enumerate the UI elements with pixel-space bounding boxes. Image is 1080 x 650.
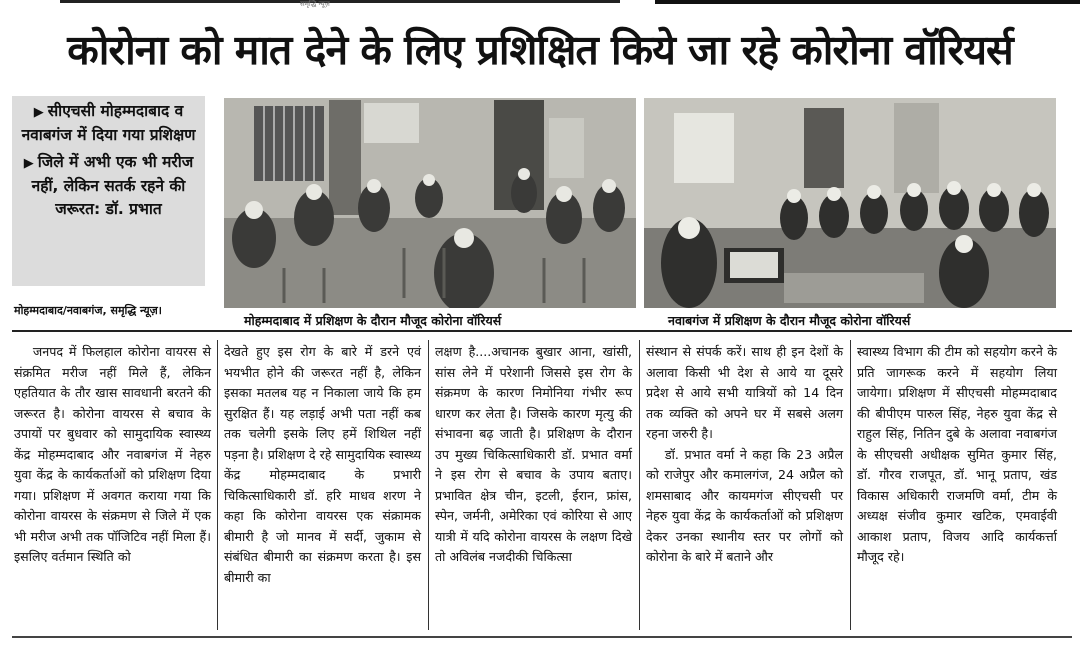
article-paragraph: जनपद में फिलहाल कोरोना वायरस से संक्रमित मरीज नहीं मिले हैं, लेकिन एहतियात के तौर खास सावधानी बरतने की जरूरत है। कोरोना वायरस से बचाव के उपायों पर बुधवार को सामुदायिक स्वास्थ्य केंद्र मोहम्मदाबाद और नवाबगंज में नेहरु युवा केंद्र के कार्यकर्ताओं को प्रशिक्षण दिया गया। प्रशिक्षण में अवगत कराया गया कि कोरोना वायरस के संक्रमण से जिले में एक भी मरीज अभी तक पॉजिटिव नहीं मिला हैं। इसलिए वर्तमान स्थिति को (14, 344, 211, 564)
column-rule (217, 340, 218, 630)
column-rule (639, 340, 640, 630)
highlight-text: जिले में अभी एक भी मरीज नहीं, लेकिन सतर्क रहने की जरूरत: डॉ. प्रभात (31, 153, 194, 218)
section-divider (12, 330, 1072, 332)
article-paragraph: डॉ. प्रभात वर्मा ने कहा कि 23 अप्रैल को राजेपुर और कमालगंज, 24 अप्रैल को शमसाबाद और कायमगंज सीएचसी पर नेहरु युवा केंद्र के कार्यकर्ताओं को प्रशिक्षण देकर उनका स्थानीय स्तर पर लोगों को कोरोना के बारे में बताने और (646, 446, 843, 564)
article-column-4 (646, 342, 843, 568)
photo-illustration (644, 98, 1056, 308)
photo-nawabganj-training (644, 98, 1056, 308)
highlight-text: सीएचसी मोहम्मदाबाद व नवाबगंज में दिया गया प्रशिक्षण (21, 102, 196, 144)
column-rule (850, 340, 851, 630)
masthead-rule-right (655, 0, 1080, 4)
photo-caption: नवाबगंज में प्रशिक्षण के दौरान मौजूद कोरोना वॉरियर्स (668, 313, 911, 328)
highlight-item (12, 147, 205, 221)
bottom-rule (12, 636, 1072, 638)
article-column-5 (857, 342, 1057, 568)
photo-caption: मोहम्मदाबाद में प्रशिक्षण के दौरान मौजूद कोरोना वॉरियर्स (244, 313, 502, 328)
article-paragraph: लक्षण है....अचानक बुखार आना, खांसी, सांस लेने में परेशानी जिससे इस रोग के संक्रमण के कारण निमोनिया गंभीर रूप धारण कर लेता है। जिसके कारण मृत्यु की संभावना बढ़ जाती है। प्रशिक्षण के दौरान उप मुख्य चिकित्साधिकारी डॉ. प्रभात वर्मा ने इस रोग से बचाव के उपाय बताए। प्रभावित क्षेत्र चीन, इटली, ईरान, फ्रांस, स्पेन, जर्मनी, अमेरिका एवं कोरिया से आए यात्री में यदि कोरोना वायरस के लक्षण दिखे तो अविलंब नजदीकी चिकित्सा (435, 344, 632, 564)
masthead-rule-left (60, 0, 620, 3)
headline: कोरोना को मात देने के लिए प्रशिक्षित किये जा रहे कोरोना वॉरियर्स (67, 26, 1013, 74)
article-paragraph: संस्थान से संपर्क करें। साथ ही इन देशों के अलावा किसी भी देश से आये या दूसरे प्रदेश से आये सभी यात्रियों को 14 दिन तक व्यक्ति को अपने घर में सबसे अलग रहना जरुरी है। (646, 344, 843, 441)
highlights-box (12, 96, 205, 286)
bullet-triangle-icon: ▶ (23, 156, 34, 171)
article-column-3 (435, 342, 632, 568)
masthead-text: समृद्धि न्यूज़ (300, 0, 330, 8)
masthead-strip (0, 0, 1080, 12)
photo-illustration (224, 98, 636, 308)
photo-mohammadabad-training (224, 98, 636, 308)
article-column-2 (224, 342, 421, 588)
highlight-item (12, 96, 205, 147)
byline: मोहम्मदाबाद/नवाबगंज, समृद्धि न्यूज़। (14, 304, 162, 317)
article-paragraph: स्वास्थ्य विभाग की टीम को सहयोग करने के प्रति जागरूक करने में सहयोग लिया जायेगा। प्रशिक्षण में सीएचसी मोहम्मदाबाद की बीपीएम पारुल सिंह, नेहरु युवा केंद्र से राहुल सिंह, नितिन दुबे के अलावा नवाबगंज के सीएचसी अधीक्षक सुमित कुमार सिंह, डॉ. गौरव राजपूत, डॉ. भानू प्रताप, खंड विकास अधिकारी राजमणि वर्मा, टीम के अध्यक्ष संजीव कुमार खटिक, एमवाईवी आकाश प्रताप, विजय आदि कार्यकर्त्ता मौजूद रहे। (857, 344, 1057, 564)
bullet-triangle-icon: ▶ (33, 105, 44, 120)
column-rule (428, 340, 429, 630)
article-column-1 (14, 342, 211, 568)
article-paragraph: देखते हुए इस रोग के बारे में डरने एवं भयभीत होने की जरूरत नहीं है, लेकिन इसका मतलब यह न निकाला जाये कि हम सुरक्षित हैं। यह लड़ाई अभी पता नहीं कब तक चलेगी इसके लिए हमें शिथिल नहीं पड़ना है। प्रशिक्षण दे रहे सामुदायिक स्वास्थ्य केंद्र मोहम्मदाबाद के प्रभारी चिकित्साधिकारी डॉ. हरि माधव शरण ने कहा कि कोरोना वायरस एक संक्रामक बीमारी है जो मानव में सर्दी, जुकाम से संबंधित बीमारी का संक्रमण करता है। इस बीमारी का (224, 344, 421, 585)
